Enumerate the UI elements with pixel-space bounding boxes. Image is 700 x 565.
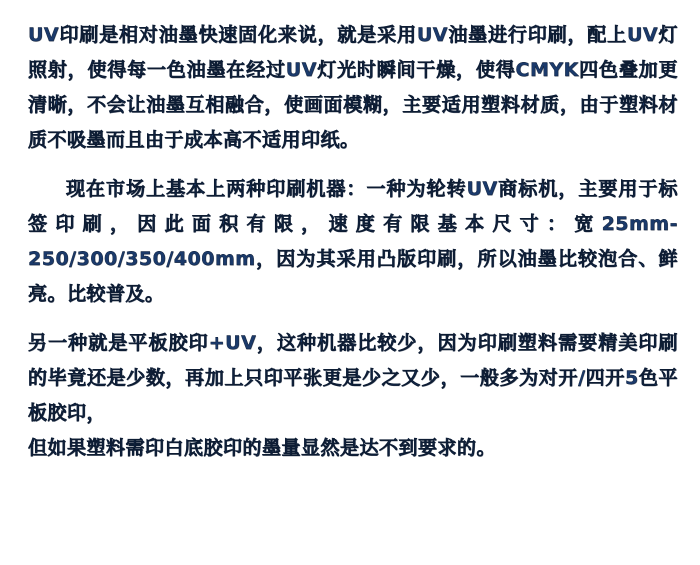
paragraph-1: UV印刷是相对油墨快速固化来说，就是采用UV油墨进行印刷，配上UV灯照射，使得每一色油墨在经过UV灯光时瞬间干燥，使得CMYK四色叠加更清晰，不会让油墨互相融合，使画面模糊，主要适用塑料材质，由于塑料材质不吸墨而且由于成本高不适用印纸。	[28, 24, 678, 151]
paragraph-2: 现在市场上基本上两种印刷机器：一种为轮转UV商标机，主要用于标签印刷，因此面积有限，速度有限基本尺寸：宽25mm-250/300/350/400mm，因为其采用凸版印刷，所以油墨比较泡合、鲜亮。比较普及。	[28, 178, 678, 305]
paragraph-3: 另一种就是平板胶印+UV，这种机器比较少，因为印刷塑料需要精美印刷的毕竟还是少数，再加上只印平张更是少之又少，一般多为对开/四开5色平板胶印，	[28, 332, 678, 424]
paragraph-3-tail: 但如果塑料需印白底胶印的墨量显然是达不到要求的。	[28, 437, 497, 459]
